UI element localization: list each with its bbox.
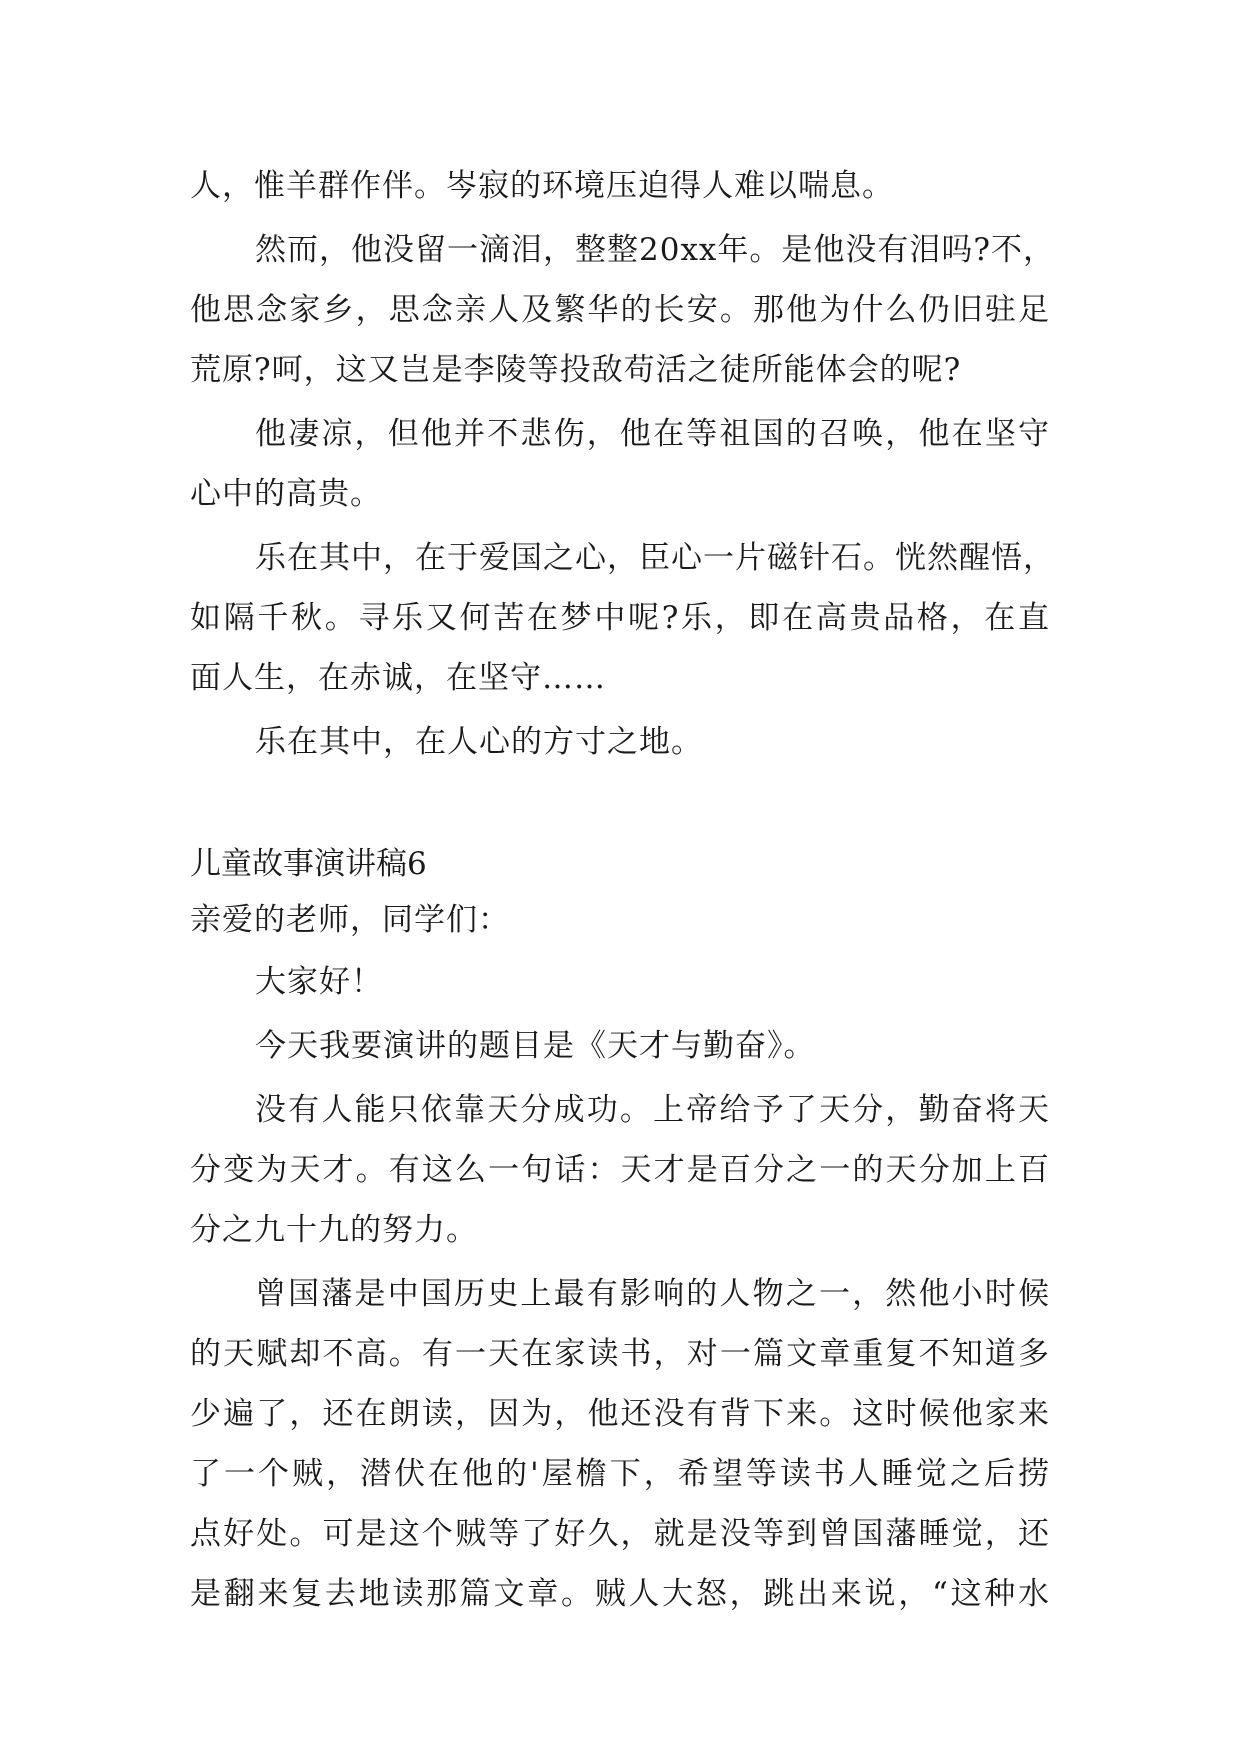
paragraph-line: 人，惟羊群作伴。岑寂的环境压迫得人难以喘息。 [190, 168, 894, 204]
paragraph-line: 今天我要演讲的题目是《天才与勤奋》。 [255, 1028, 816, 1064]
paragraph-line: 他思念家乡，思念亲人及繁华的长安。那他为什么仍旧驻足 [190, 292, 1050, 328]
paragraph-line: 心中的高贵。 [190, 476, 382, 512]
paragraph-line: 点好处。可是这个贼等了好久，就是没等到曾国藩睡觉，还 [190, 1516, 1050, 1552]
paragraph-line: 少遍了，还在朗读，因为，他还没有背下来。这时候他家来 [190, 1396, 1050, 1432]
paragraph-line: 乐在其中，在人心的方寸之地。 [255, 724, 703, 760]
paragraph-line: 荒原?呵，这又岂是李陵等投敌苟活之徒所能体会的呢? [190, 352, 962, 388]
paragraph-line: 了一个贼，潜伏在他的'屋檐下，希望等读书人睡觉之后捞 [190, 1456, 1050, 1492]
paragraph-line: 没有人能只依靠天分成功。上帝给予了天分，勤奋将天 [255, 1092, 1050, 1128]
paragraph-line: 乐在其中，在于爱国之心，臣心一片磁针石。恍然醒悟， [255, 540, 1055, 576]
paragraph-line: 的天赋却不高。有一天在家读书，对一篇文章重复不知道多 [190, 1336, 1050, 1372]
paragraph-line: 分变为天才。有这么一句话：天才是百分之一的天分加上百 [190, 1152, 1050, 1188]
paragraph-line: 面人生，在赤诚，在坚守…… [190, 660, 606, 696]
paragraph-line: 大家好！ [255, 964, 383, 1000]
paragraph-line: 他凄凉，但他并不悲伤，他在等祖国的召唤，他在坚守 [255, 416, 1050, 452]
paragraph-line: 分之九十九的努力。 [190, 1212, 478, 1248]
salutation: 亲爱的老师，同学们： [190, 902, 510, 938]
paragraph-line: 是翻来复去地读那篇文章。贼人大怒，跳出来说，“这种水 [190, 1576, 1050, 1612]
paragraph-line: 如隔千秋。寻乐又何苦在梦中呢?乐，即在高贵品格，在直 [190, 600, 1050, 636]
paragraph-line: 曾国藩是中国历史上最有影响的人物之一，然他小时候 [255, 1276, 1050, 1312]
section-title: 儿童故事演讲稿6 [190, 846, 427, 882]
paragraph-line: 然而，他没留一滴泪，整整20xx年。是他没有泪吗?不， [255, 232, 1056, 268]
